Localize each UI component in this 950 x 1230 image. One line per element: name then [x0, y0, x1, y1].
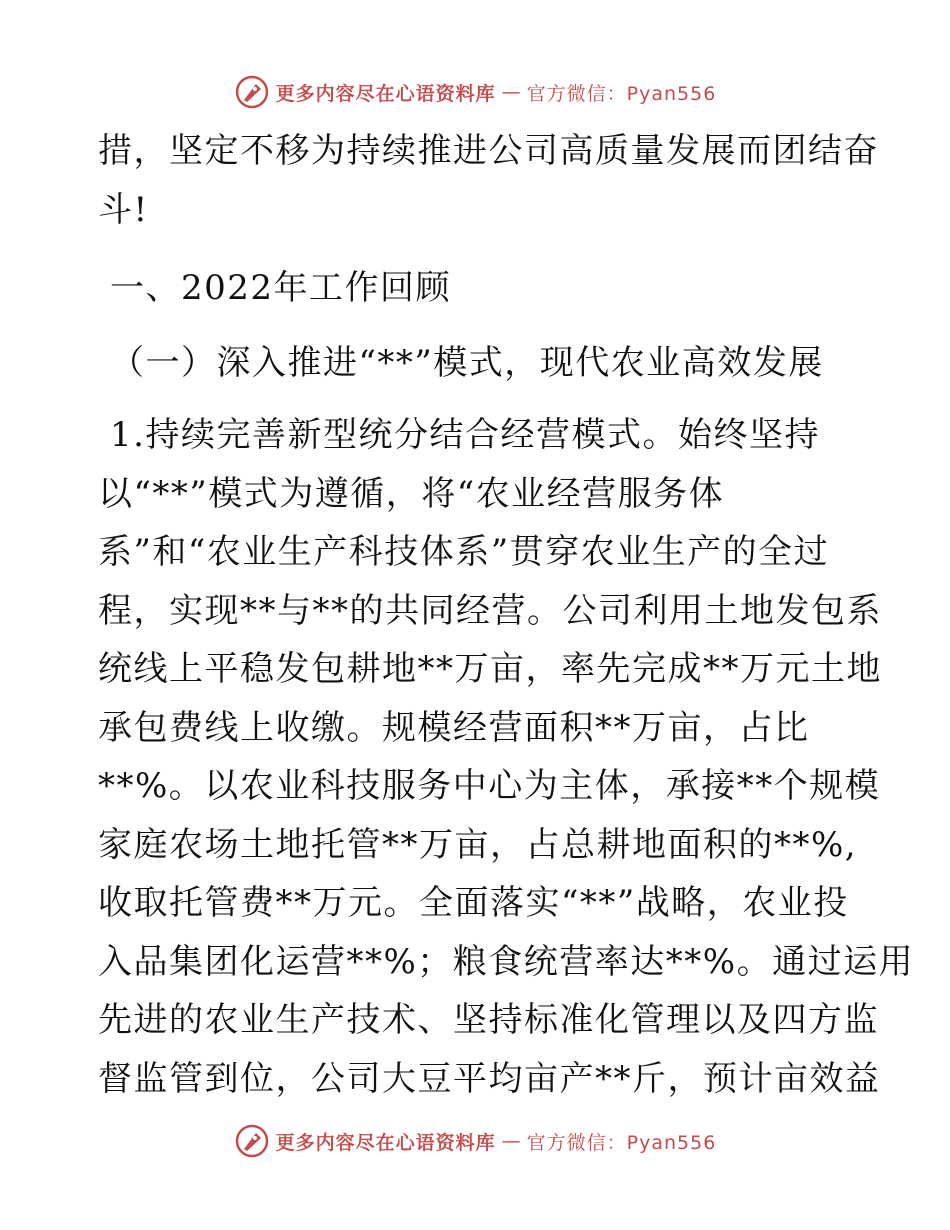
watermark-separator: — [501, 81, 521, 103]
footer-watermark [0, 1121, 950, 1161]
header-watermark [0, 72, 950, 112]
paragraph-line: 先进的农业生产技术、坚持标准化管理以及四方监 [98, 1000, 879, 1040]
paragraph-line: 承包费线上收缴。规模经营面积**万亩，占比 [98, 707, 810, 748]
watermark-separator: — [501, 1130, 521, 1152]
paragraph-line: 统线上平稳发包耕地**万亩，率先完成**万元土地 [98, 649, 882, 689]
paragraph-line: 系”和“农业生产科技体系”贯穿农业生产的全过 [98, 532, 830, 572]
section-heading: 一、2022年工作回顾 [110, 268, 452, 308]
document-body [98, 122, 915, 1108]
intro-line: 斗! [98, 189, 149, 230]
paragraph-line: 1.持续完善新型统分结合经营模式。始终坚持 [110, 415, 820, 455]
pen-nib-logo-icon [234, 74, 270, 110]
paragraph-line: 入品集团化运营**%；粮食统营率达**%。通过运用 [98, 941, 915, 982]
paragraph-line: 收取托管费**万元。全面落实“**”战略，农业投 [98, 883, 849, 923]
intro-line: 措，坚定不移为持续推进公司高质量发展而团结奋 [98, 131, 879, 171]
pen-nib-logo-icon [234, 1123, 270, 1159]
watermark-contact: 官方微信：Pyan556 [526, 1131, 717, 1154]
paragraph-line: **%。以农业科技服务中心为主体，承接**个规模 [98, 766, 881, 806]
paragraph-line: 程，实现**与**的共同经营。公司利用土地发包系 [98, 590, 882, 631]
watermark-site-text: 更多内容尽在心语资料库 [275, 1131, 496, 1154]
paragraph-line: 督监管到位，公司大豆平均亩产**斤，预计亩效益 [98, 1058, 881, 1099]
watermark-contact: 官方微信：Pyan556 [526, 82, 717, 105]
watermark-site-text: 更多内容尽在心语资料库 [275, 82, 496, 105]
subsection-heading: （一）深入推进“**”模式，现代农业高效发展 [110, 342, 824, 383]
paragraph-line: 以“**”模式为遵循，将“农业经营服务体 [98, 473, 725, 514]
paragraph-line: 家庭农场土地托管**万亩，占总耕地面积的**%, [98, 824, 858, 865]
